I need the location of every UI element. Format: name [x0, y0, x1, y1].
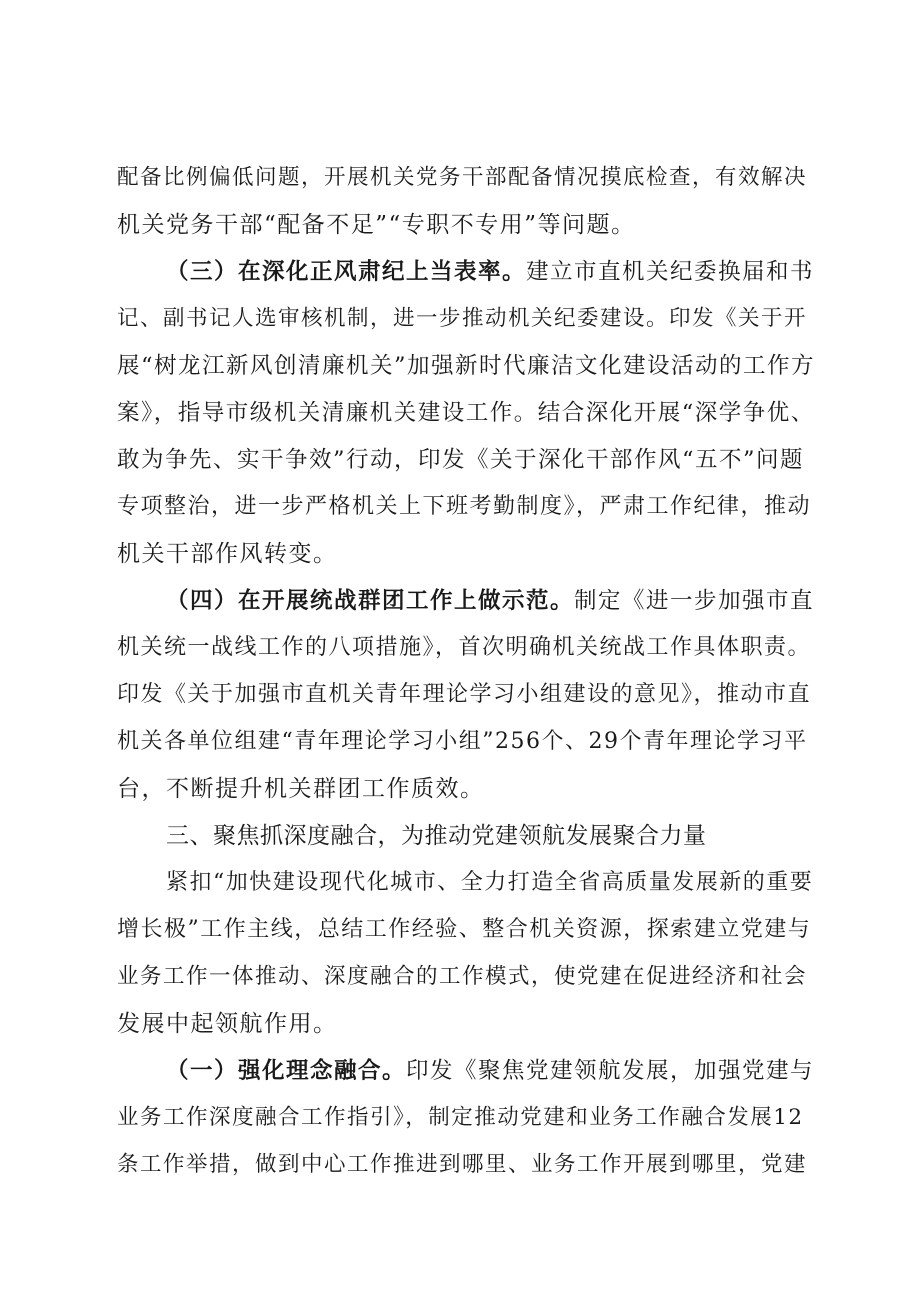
paragraph-line — [117, 487, 817, 527]
line-text: 增长极”工作主线，总结工作经验、整合机关资源，探索建立党建与 — [117, 917, 812, 942]
section-1-line — [166, 1051, 817, 1091]
line-text: 配备比例偏低问题，开展机关党务干部配备情况摸底检查，有效解决 — [117, 165, 808, 190]
paragraph-line — [117, 393, 817, 433]
line-text: 展“树龙江新风创清廉机关”加强新时代廉洁文化建设活动的工作方 — [117, 353, 816, 379]
line-text: 发展中起领航作用。 — [117, 1011, 338, 1037]
line-text: 案》，指导市级机关清廉机关建设工作。结合深化开展“深学争优、 — [117, 400, 815, 426]
paragraph-line — [117, 628, 817, 668]
paragraph-line — [166, 863, 817, 903]
paragraph-line — [117, 1004, 817, 1044]
line-text: 台，不断提升机关群团工作质效。 — [117, 776, 485, 802]
line-text: 敢为争先、实干争效”行动，印发《关于深化干部作风“五不”问题 — [117, 447, 805, 473]
line-text: 记、副书记人选审核机制，进一步推动机关纪委建设。印发《关于开 — [117, 306, 808, 331]
line-text: 业务工作深度融合工作指引》，制定推动党建和业务工作融合发展12 — [117, 1105, 804, 1130]
line-text: 机关党务干部“配备不足”“专职不专用”等问题。 — [117, 212, 636, 238]
line-text: 机关干部作风转变。 — [117, 541, 338, 567]
paragraph-line — [117, 1098, 817, 1138]
paragraph-line — [117, 205, 817, 245]
line-text: 印发《聚焦党建领航发展，加强党建与 — [406, 1058, 815, 1084]
subsection-heading: （三）在深化正风肃纪上当表率。 — [166, 259, 527, 285]
section-3-line — [166, 252, 817, 292]
paragraph-line — [117, 440, 817, 480]
line-text: 紧扣“加快建设现代化城市、全力打造全省高质量发展新的重要 — [166, 870, 814, 895]
section-heading-text: 三、聚焦抓深度融合，为推动党建领航发展聚合力量 — [166, 823, 707, 849]
line-text: 专项整治，进一步严格机关上下班考勤制度》，严肃工作纪律，推动 — [117, 494, 812, 519]
line-text: 机关各单位组建“青年理论学习小组”256个、29个青年理论学习平 — [117, 729, 808, 754]
line-text: 建立市直机关纪委换届和书 — [526, 259, 815, 285]
subsection-heading: （四）在开展统战群团工作上做示范。 — [166, 588, 575, 614]
line-text: 业务工作一体推动、深度融合的工作模式，使党建在促进经济和社会 — [117, 964, 808, 989]
line-text: 条工作举措，做到中心工作推进到哪里、业务工作开展到哪里，党建 — [117, 1152, 808, 1177]
paragraph-line — [117, 910, 817, 950]
section-4-line — [166, 581, 817, 621]
paragraph-line — [117, 299, 817, 339]
paragraph-line — [117, 158, 817, 198]
line-text: 机关统一战线工作的八项措施》，首次明确机关统战工作具体职责。 — [117, 635, 812, 660]
line-text: 印发《关于加强市直机关青年理论学习小组建设的意见》，推动市直 — [117, 682, 812, 707]
paragraph-line — [117, 722, 817, 762]
paragraph-line — [117, 346, 817, 386]
paragraph-line — [117, 1145, 817, 1185]
paragraph-line — [117, 675, 817, 715]
line-text: 制定《进一步加强市直 — [574, 588, 815, 614]
section-heading — [166, 816, 817, 856]
subsection-heading: （一）强化理念融合。 — [166, 1058, 407, 1084]
paragraph-line — [117, 957, 817, 997]
paragraph-line — [117, 534, 817, 574]
paragraph-line — [117, 769, 817, 809]
